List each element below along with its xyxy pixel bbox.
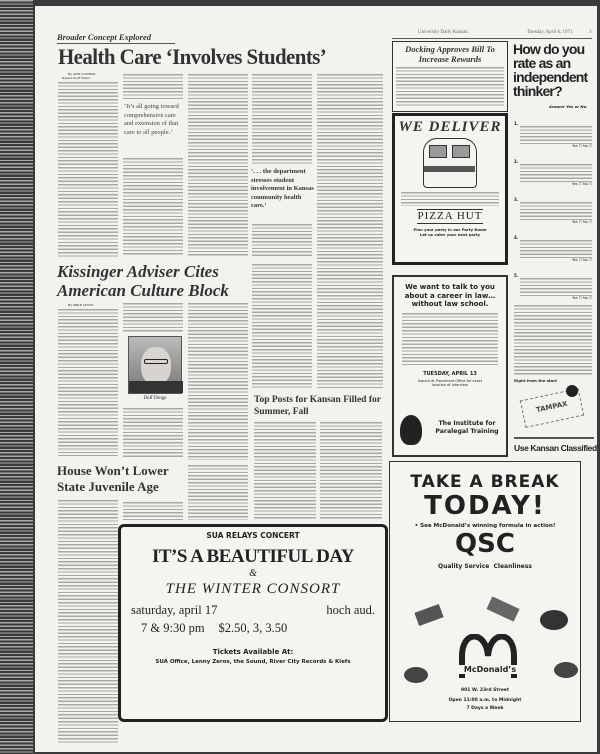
health-byline: By ANN CONNER (68, 72, 96, 76)
health-pullquote-2: ‘. . . the department stresses student involvement in Kansas community health care.’ (251, 168, 314, 209)
pizza-tagline: Plan your party in our Party Room (413, 227, 487, 232)
kansan-classified: Use Kansan Classified (514, 443, 597, 453)
health-column-4b (252, 224, 312, 258)
droge-photo (128, 336, 182, 394)
tampax-tagline: Right from the start (514, 378, 557, 383)
fries-illustration (414, 604, 443, 626)
kissinger-column-1 (58, 309, 118, 456)
woman-portrait (400, 415, 422, 445)
delivery-van-illustration (423, 138, 477, 188)
quiz-question: 5. Yes ☐ No ☐ (514, 273, 592, 300)
health-column-3 (188, 74, 248, 257)
house-headline: House Won’t Lower State Juvenile Age (57, 463, 169, 494)
concert-times: 7 & 9:30 pm (141, 621, 205, 635)
tampax-body (514, 305, 592, 375)
concert-ad (118, 524, 388, 722)
quiz-question: 1. Yes ☐ No ☐ (514, 121, 592, 148)
ampersand: & (249, 568, 257, 579)
health-column-2b (123, 158, 183, 255)
health-column-1 (58, 82, 118, 257)
quiz-question: 4. Yes ☐ No ☐ (514, 235, 592, 262)
kissinger-column-2a (123, 303, 183, 332)
kissinger-column-3b (188, 465, 248, 520)
photo-caption: Dolf Droge (143, 396, 167, 401)
institute-name: The Institute for Paralegal Training (435, 420, 499, 435)
quiz-question: 2. Yes ☐ No ☐ (514, 159, 592, 186)
docking-headline: Docking Approves Bill To Increase Rewards (405, 44, 495, 64)
concert-venue: hoch aud. (326, 603, 375, 617)
burger-small-illustration-2 (554, 662, 578, 678)
kissinger-column-3 (188, 303, 248, 460)
mcd-days: 7 Days a Week (466, 706, 504, 711)
answer-prompt: Answer Yes or No. (549, 104, 588, 109)
pie-illustration (486, 596, 519, 621)
law-note: Inquire at Placement Office for exact location of interview (417, 378, 483, 387)
house-column-2 (123, 502, 183, 520)
mcd-line-3: • See McDonald’s winning formula in action! (414, 523, 556, 529)
health-byline-role: Kansan Staff Writer (62, 76, 90, 80)
pizza-headline: WE DELIVER (398, 119, 502, 135)
health-column-4a (252, 74, 312, 164)
adjacent-page-strip (0, 0, 33, 754)
mcd-line-1: TAKE A BREAK (410, 472, 560, 492)
top-posts-headline: Top Posts for Kansan Filled for Summer, Fall (254, 395, 381, 417)
top-posts-column-2 (320, 422, 382, 520)
concert-prices: $2.50, 3, 3.50 (218, 621, 288, 635)
health-pullquote-1: ‘It’s all going toward comprehensive care and extension of that care to all people.’ (124, 103, 179, 136)
tampax-headline: How do you rate as an independent thinker? (513, 41, 588, 99)
law-headline: We want to talk to you about a career in law… without law school. (404, 283, 496, 308)
quiz-questions (514, 112, 592, 302)
house-column-1 (58, 500, 118, 745)
issue-date: Tuesday, April 6, 1971 (527, 30, 573, 35)
concert-date: saturday, april 17 (131, 603, 218, 617)
burger-illustration (540, 610, 568, 630)
health-column-2a (123, 74, 183, 99)
quiz-question: 3. Yes ☐ No ☐ (514, 197, 592, 224)
kissinger-headline: Kissinger Adviser Cites American Culture Block (57, 262, 229, 300)
kissinger-byline: By MIKE LEWIS (68, 303, 94, 307)
tampax-logo: TAMPAX (535, 399, 569, 415)
pizza-tagline-2: Let us cater your next party (419, 232, 481, 237)
pizza-hut-logo: PIZZA HUT (417, 210, 483, 222)
tickets-label: Tickets Available At: (212, 648, 294, 656)
mcd-qsc: QSC (455, 529, 515, 559)
health-column-5 (317, 74, 383, 390)
mcd-hours: Open 11:00 a.m. to Midnight (448, 698, 522, 703)
mcd-line-2: TODAY! (424, 491, 546, 521)
pizza-hut-ad (392, 113, 508, 265)
law-date: TUESDAY, APRIL 13 (423, 370, 477, 377)
burger-small-illustration (404, 667, 428, 683)
mcd-brand: McDonald’s (452, 665, 528, 674)
health-kicker: Broader Concept Explored (57, 32, 151, 42)
docking-story (392, 41, 508, 112)
health-column-4c (252, 264, 312, 388)
ticket-outlets: SUA Office, Lenny Zeros, the Sound, River City Records & Kiefs (155, 659, 351, 665)
top-posts-column-1 (254, 422, 316, 520)
mcd-qsc-meaning: Quality Service Cleanliness (438, 563, 532, 570)
kissinger-column-2b (123, 408, 183, 458)
tampax-seal-icon (566, 385, 578, 397)
band-2: THE WINTER CONSORT (165, 581, 341, 597)
page-number: 3 (589, 30, 592, 35)
paralegal-ad (392, 275, 508, 457)
mcdonalds-ad (389, 461, 581, 722)
concert-kicker: SUA RELAYS CONCERT (206, 531, 300, 540)
mcd-address: 901 W. 23rd Street (461, 688, 509, 693)
band-1: IT’S A BEAUTIFUL DAY (151, 546, 355, 567)
paper-name: University Daily Kansan (418, 30, 468, 35)
health-headline: Health Care ‘Involves Students’ (58, 44, 327, 69)
